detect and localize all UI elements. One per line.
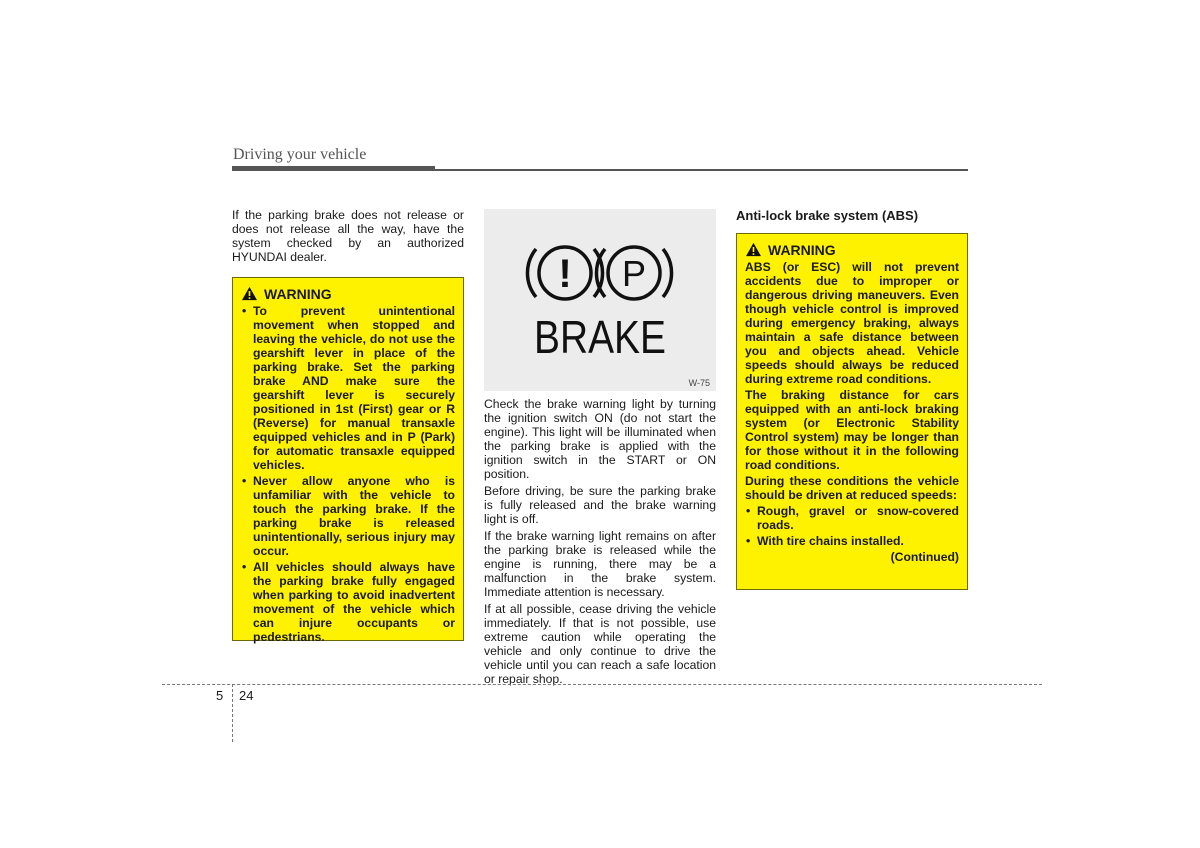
brake-label: BRAKE (534, 311, 666, 363)
warning-paragraph: During these conditions the vehicle should be driven at reduced speeds: (745, 474, 959, 502)
warning-list (745, 504, 959, 548)
paragraph: If at all possible, cease driving the vehicle immediately. If that is not possible, use extreme caution while operating the vehicle and only continue to drive the vehicle until you can reach a safe location or repair shop. (484, 602, 716, 686)
parking-brake-release-note: If the parking brake does not release or does not release all the way, have the system checked by an authorized HYUNDAI dealer. (232, 208, 464, 264)
brake-warning-light-icon (484, 209, 716, 391)
footer-dashed-divider (232, 684, 233, 742)
figure-label: W-75 (688, 378, 710, 388)
header-rule-thick (232, 166, 435, 171)
brake-warning-light-figure (484, 209, 716, 391)
exclaim-symbol: ! (558, 252, 572, 296)
warning-paragraph: ABS (or ESC) will not prevent accidents due to improper or dangerous driving maneuvers. Even though vehicle control is improved during emergency braking, always maintain a safe distance between you and objects ahead. Vehicle speeds should always be reduced during extreme road conditions. (745, 260, 959, 386)
warning-paragraph: The braking distance for cars equipped with an anti-lock braking system (or Electronic Stability Control system) may be longer than for those without it in the following road conditions. (745, 388, 959, 472)
p-symbol: P (621, 253, 647, 294)
paragraph: Check the brake warning light by turning the ignition switch ON (do not start the engine). This light will be illuminated when the parking brake is applied with the ignition switch in the START or ON position. (484, 397, 716, 481)
header-rule-thin (435, 169, 968, 171)
warning-title: WARNING (768, 241, 836, 258)
paragraph: If the brake warning light remains on after the parking brake is released while the engine is running, there may be a malfunction in the brake system. Immediate attention is necessary. (484, 529, 716, 599)
warning-triangle-icon (241, 286, 258, 301)
list-item: • Never allow anyone who is unfamiliar with the vehicle to touch the parking brake. If the parking brake is released unintentionally, serious injury may occur. (241, 474, 455, 558)
section-title-abs: Anti-lock brake system (ABS) (736, 208, 919, 223)
continued-label: (Continued) (890, 550, 959, 564)
list-item: • All vehicles should always have the parking brake fully engaged when parking to avoid inadvertent movement of the vehicle which can injure occupants or pedestrians. (241, 560, 455, 644)
footer-dashed-rule (162, 684, 1042, 685)
warning-triangle-icon (745, 242, 762, 257)
list-item: • With tire chains installed. (745, 534, 959, 548)
warning-heading (745, 242, 959, 257)
list-item: • Rough, gravel or snow-covered roads. (745, 504, 959, 532)
chapter-number: 5 (216, 688, 224, 703)
warning-title: WARNING (264, 285, 332, 302)
header-title: Driving your vehicle (233, 146, 367, 163)
warning-box-abs (736, 233, 968, 590)
warning-list (241, 304, 455, 644)
page-number: 24 (239, 688, 254, 703)
list-item: • To prevent unintentional movement when stopped and leaving the vehicle, do not use the gearshift lever in place of the parking brake. Set the parking brake AND make sure the gearshift lever is securely positioned in 1st (First) gear or R (Reverse) for manual transaxle equipped vehicles and in P (Park) for automatic transaxle equipped vehicles. (241, 304, 455, 472)
paragraph: Before driving, be sure the parking brake is fully released and the brake warning light is off. (484, 484, 716, 526)
brake-light-text (484, 397, 716, 689)
warning-heading (241, 286, 455, 301)
warning-box-parking-brake (232, 277, 464, 644)
